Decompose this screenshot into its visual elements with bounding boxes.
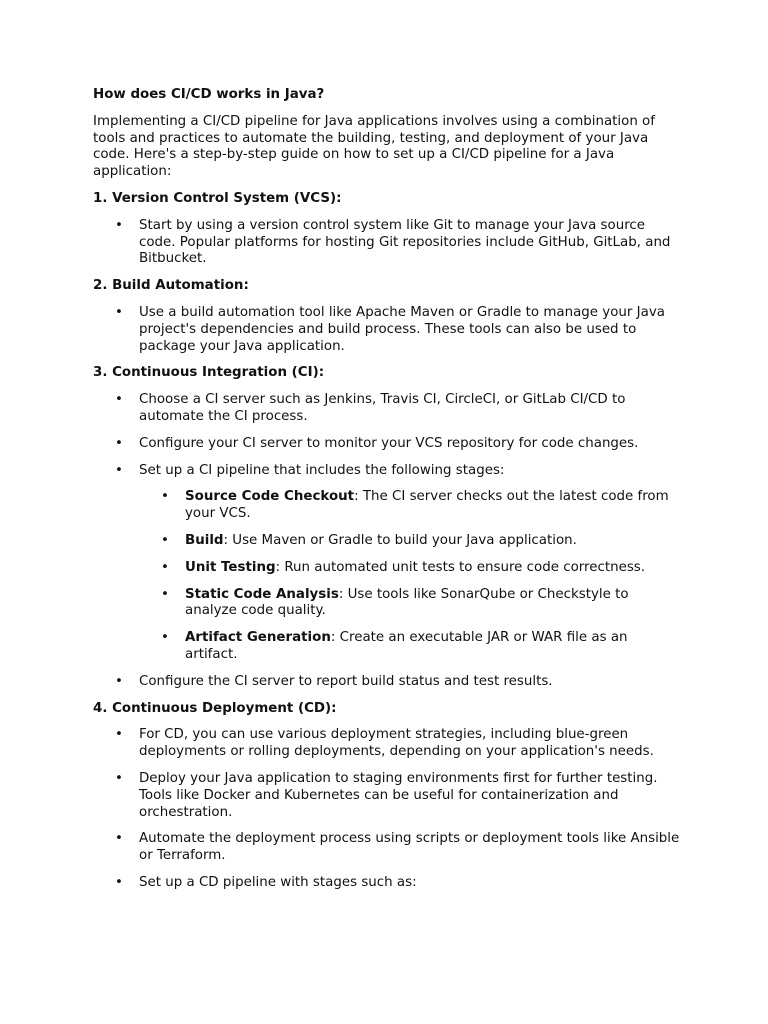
stage-item [161, 586, 683, 621]
bullet-icon: • [115, 392, 123, 408]
stage-term: Unit Testing [185, 559, 276, 575]
section-heading-cd: 4. Continuous Deployment (CD): [93, 700, 337, 716]
stage-item [161, 559, 683, 577]
stage-description: : Create an executable JAR or WAR file as an artifact. [185, 630, 628, 662]
stage-term: Artifact Generation [185, 630, 331, 646]
bullet-icon: • [161, 489, 169, 505]
bullet-icon: • [115, 217, 123, 233]
stage-description: : Run automated unit tests to ensure code correctness. [275, 559, 646, 575]
list-item-text: Configure your CI server to monitor your VCS repository for code changes. [139, 435, 639, 451]
bullet-icon: • [115, 727, 123, 743]
bullet-icon: • [161, 559, 169, 575]
bullet-icon: • [161, 586, 169, 602]
stage-description: : Use tools like SonarQube or Checkstyle to analyze code quality. [185, 586, 629, 619]
list-item-text: Use a build automation tool like Apache Maven or Gradle to manage your Java project's dependencies and build process. These tools can also be used to package your Java application. [139, 304, 665, 354]
list-item [115, 435, 683, 453]
ci-list [93, 392, 683, 690]
bullet-icon: • [115, 304, 123, 320]
bullet-icon: • [115, 673, 123, 689]
bullet-icon: • [115, 462, 123, 478]
list-item [115, 392, 683, 426]
stage-item [161, 532, 683, 550]
bullet-icon: • [161, 532, 169, 548]
bullet-icon: • [161, 630, 169, 646]
bullet-icon: • [115, 831, 123, 847]
list-item-text: Start by using a version control system like Git to manage your Java source code. Popular platforms for hosting Git repositories include GitHub, GitLab, and Bitbucket. [139, 217, 671, 267]
list-item [115, 874, 683, 892]
document-title: How does CI/CD works in Java? [93, 87, 325, 102]
list-item-text: Deploy your Java application to staging environments first for further testing. Tools like Docker and Kubernetes can be useful for containerization and orchestration. [139, 770, 658, 820]
list-item [115, 217, 683, 268]
stage-term: Static Code Analysis [185, 586, 339, 602]
list-item [115, 462, 683, 664]
vcs-list [93, 218, 683, 268]
list-item-text: Automate the deployment process using scripts or deployment tools like Ansible or Terraform. [139, 831, 680, 864]
list-item-text: Choose a CI server such as Jenkins, Travis CI, CircleCI, or GitLab CI/CD to automate the CI process. [139, 392, 626, 424]
stage-item [161, 489, 683, 523]
list-item [115, 673, 683, 691]
list-item-text: Set up a CD pipeline with stages such as: [139, 874, 417, 890]
cd-list [93, 727, 683, 891]
intro-paragraph: Implementing a CI/CD pipeline for Java applications involves using a combination of tools and practices to automate the building, testing, and deployment of your Java code. Here's a step-by-step guide on how to set up a CI/CD pipeline for a Java application: [93, 113, 655, 180]
list-item [115, 304, 683, 355]
stage-term: Build [185, 532, 224, 548]
section-heading-vcs: 1. Version Control System (VCS): [93, 190, 342, 206]
stage-term: Source Code Checkout [185, 489, 355, 505]
bullet-icon: • [115, 874, 123, 890]
list-item-text: For CD, you can use various deployment strategies, including blue-green deployments or rolling deployments, depending on your application's needs. [139, 727, 654, 760]
stage-description: : The CI server checks out the latest code from your VCS. [185, 489, 669, 522]
stage-description: : Use Maven or Gradle to build your Java application. [223, 532, 577, 548]
list-item [115, 770, 683, 821]
list-item-text: Set up a CI pipeline that includes the following stages: [139, 462, 505, 478]
section-heading-ci: 3. Continuous Integration (CI): [93, 365, 325, 381]
list-item-text: Configure the CI server to report build status and test results. [139, 673, 553, 689]
list-item [115, 831, 683, 865]
bullet-icon: • [115, 435, 123, 451]
build-automation-list [93, 305, 683, 355]
list-item [115, 727, 683, 761]
ci-stages-list [139, 489, 683, 663]
bullet-icon: • [115, 770, 123, 786]
section-heading-build-automation: 2. Build Automation: [93, 278, 249, 294]
stage-item [161, 630, 683, 664]
document-page [93, 87, 683, 902]
